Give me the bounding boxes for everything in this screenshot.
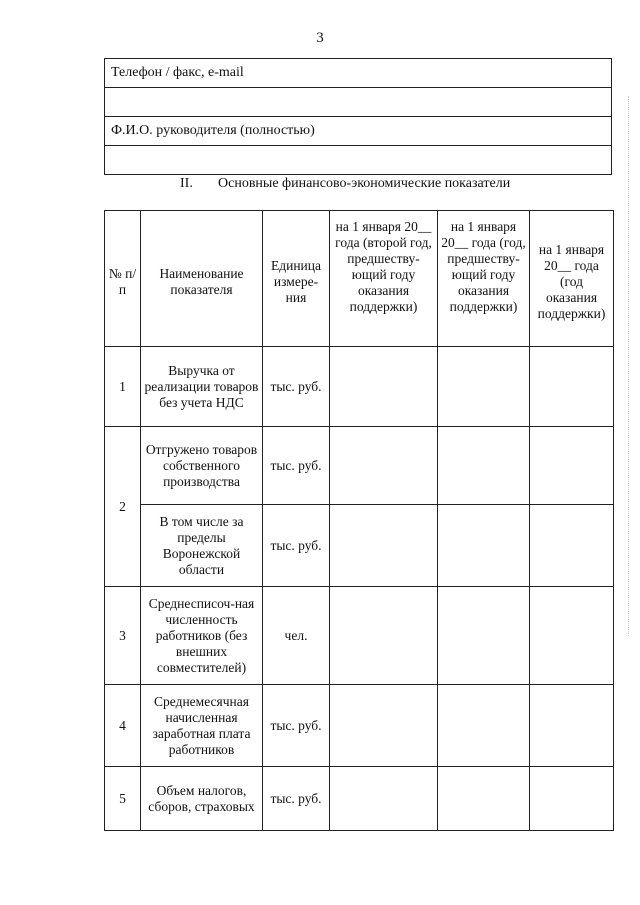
table-row (105, 505, 614, 587)
phone-fax-email-field[interactable] (105, 88, 612, 117)
header-row (105, 211, 614, 347)
table-row (105, 767, 614, 831)
row-indicator: Объем налогов, сборов, страховых (141, 767, 263, 831)
value-cell[interactable] (438, 505, 530, 587)
table-row (105, 685, 614, 767)
value-cell[interactable] (330, 685, 438, 767)
row-num: 5 (105, 767, 141, 831)
table-row (105, 587, 614, 685)
row-indicator: В том числе за пределы Воронежской области (141, 505, 263, 587)
value-cell[interactable] (330, 587, 438, 685)
row-indicator: Среднемесячная начисленная заработная плата работников (141, 685, 263, 767)
value-cell[interactable] (530, 505, 614, 587)
row-indicator: Отгружено товаров собственного производства (141, 427, 263, 505)
value-cell[interactable] (530, 347, 614, 427)
contact-table (104, 58, 612, 175)
row-indicator: Выручка от реализации товаров без учета НДС (141, 347, 263, 427)
value-cell[interactable] (438, 347, 530, 427)
page-number: 3 (316, 30, 324, 46)
section-title: Основные финансово-экономические показатели (218, 176, 511, 191)
header-year-minus-1: на 1 января 20__ года (год, предшеству-ющий году оказания поддержки) (438, 211, 530, 347)
value-cell[interactable] (530, 767, 614, 831)
table-row (105, 427, 614, 505)
value-cell[interactable] (530, 587, 614, 685)
row-num: 1 (105, 347, 141, 427)
row-unit: тыс. руб. (263, 767, 330, 831)
header-support-year: на 1 января 20__ года (год оказания поддержки) (530, 211, 614, 347)
value-cell[interactable] (530, 685, 614, 767)
row-indicator: Среднесписоч-ная численность работников (без внешних совместителей) (141, 587, 263, 685)
value-cell[interactable] (438, 427, 530, 505)
value-cell[interactable] (330, 505, 438, 587)
value-cell[interactable] (330, 767, 438, 831)
value-cell[interactable] (330, 347, 438, 427)
head-full-name-label: Ф.И.О. руководителя (полностью) (105, 117, 612, 146)
value-cell[interactable] (438, 767, 530, 831)
row-num: 3 (105, 587, 141, 685)
header-unit: Единица измере-ния (263, 211, 330, 347)
financial-indicators-table (104, 210, 614, 831)
value-cell[interactable] (330, 427, 438, 505)
value-cell[interactable] (438, 685, 530, 767)
row-unit: чел. (263, 587, 330, 685)
phone-fax-email-label: Телефон / факс, e-mail (105, 59, 612, 88)
header-num: № п/п (105, 211, 141, 347)
row-num: 2 (105, 427, 141, 587)
header-year-minus-2: на 1 января 20__ года (второй год, предшеству-ющий году оказания поддержки) (330, 211, 438, 347)
table-row (105, 347, 614, 427)
value-cell[interactable] (530, 427, 614, 505)
value-cell[interactable] (438, 587, 530, 685)
row-num: 4 (105, 685, 141, 767)
row-unit: тыс. руб. (263, 685, 330, 767)
row-unit: тыс. руб. (263, 347, 330, 427)
section-number: II. (180, 176, 193, 191)
row-unit: тыс. руб. (263, 427, 330, 505)
scan-artifact-line (628, 96, 630, 636)
row-unit: тыс. руб. (263, 505, 330, 587)
head-full-name-field[interactable] (105, 146, 612, 175)
section-heading (180, 176, 510, 192)
header-indicator-name: Наименование показателя (141, 211, 263, 347)
